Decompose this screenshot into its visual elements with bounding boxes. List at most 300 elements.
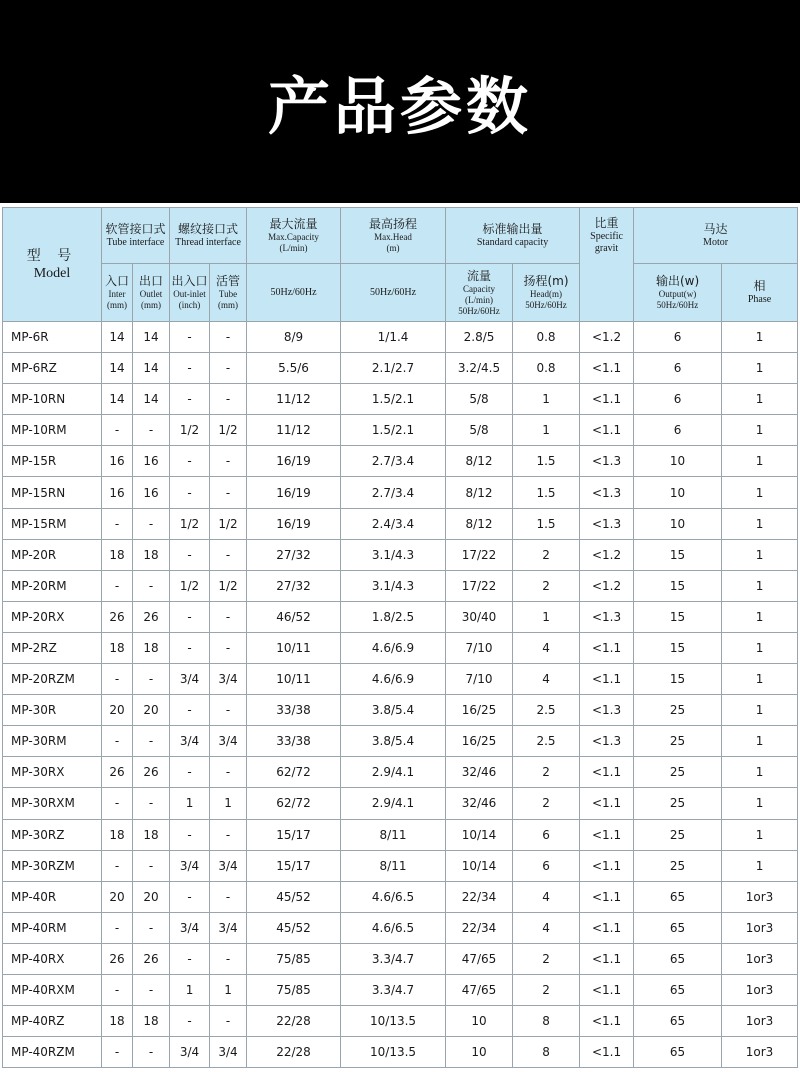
- table-row: [3, 757, 798, 788]
- header-max-head: 最高扬程 Max.Head (m): [341, 208, 446, 264]
- cell-head: 4: [513, 664, 580, 695]
- cell-head: 0.8: [513, 353, 580, 384]
- header-specific-gravity: 比重 Specific gravit: [580, 208, 634, 322]
- cell-model: MP-10RN: [3, 384, 102, 415]
- cell-max-head: 4.6/6.9: [341, 632, 446, 663]
- cell-output: 10: [634, 508, 722, 539]
- cell-outlet: 26: [133, 943, 170, 974]
- cell-flow: 32/46: [446, 757, 513, 788]
- spec-table-container: [0, 203, 800, 1072]
- cell-specific-gravity: <1.1: [580, 819, 634, 850]
- table-row: [3, 539, 798, 570]
- cell-max-head: 3.1/4.3: [341, 570, 446, 601]
- header-phase: 相 Phase: [722, 264, 798, 322]
- cell-tube: -: [210, 477, 247, 508]
- cell-max-capacity: 22/28: [247, 1037, 341, 1068]
- table-row: [3, 664, 798, 695]
- cell-tube: 1/2: [210, 570, 247, 601]
- cell-phase: 1or3: [722, 974, 798, 1005]
- cell-phase: 1: [722, 322, 798, 353]
- cell-outlet: 18: [133, 819, 170, 850]
- cell-outlet: 20: [133, 881, 170, 912]
- cell-max-capacity: 10/11: [247, 632, 341, 663]
- cell-model: MP-20RZM: [3, 664, 102, 695]
- cell-outlet: 16: [133, 477, 170, 508]
- cell-max-head: 2.7/3.4: [341, 477, 446, 508]
- cell-output: 10: [634, 477, 722, 508]
- cell-phase: 1: [722, 726, 798, 757]
- cell-max-capacity: 15/17: [247, 819, 341, 850]
- table-row: [3, 353, 798, 384]
- cell-inlet: -: [102, 508, 133, 539]
- cell-output: 15: [634, 539, 722, 570]
- cell-max-head: 2.4/3.4: [341, 508, 446, 539]
- cell-max-capacity: 5.5/6: [247, 353, 341, 384]
- cell-head: 8: [513, 1006, 580, 1037]
- cell-head: 2.5: [513, 726, 580, 757]
- table-row: [3, 912, 798, 943]
- cell-out-inlet: -: [170, 446, 210, 477]
- cell-max-capacity: 46/52: [247, 601, 341, 632]
- cell-specific-gravity: <1.3: [580, 601, 634, 632]
- cell-outlet: 20: [133, 695, 170, 726]
- cell-head: 6: [513, 850, 580, 881]
- cell-max-head: 1/1.4: [341, 322, 446, 353]
- cell-out-inlet: -: [170, 819, 210, 850]
- header-flow: 流量 Capacity (L/min) 50Hz/60Hz: [446, 264, 513, 322]
- cell-out-inlet: 1: [170, 788, 210, 819]
- cell-phase: 1: [722, 850, 798, 881]
- cell-flow: 7/10: [446, 664, 513, 695]
- cell-inlet: 16: [102, 477, 133, 508]
- cell-head: 8: [513, 1037, 580, 1068]
- cell-max-capacity: 15/17: [247, 850, 341, 881]
- cell-tube: 3/4: [210, 726, 247, 757]
- cell-inlet: 26: [102, 943, 133, 974]
- header-head-hz: 50Hz/60Hz: [341, 264, 446, 322]
- cell-specific-gravity: <1.1: [580, 1037, 634, 1068]
- cell-flow: 47/65: [446, 974, 513, 1005]
- cell-max-capacity: 62/72: [247, 788, 341, 819]
- cell-inlet: -: [102, 664, 133, 695]
- cell-model: MP-6R: [3, 322, 102, 353]
- cell-out-inlet: -: [170, 1006, 210, 1037]
- cell-specific-gravity: <1.1: [580, 1006, 634, 1037]
- cell-outlet: 18: [133, 539, 170, 570]
- cell-head: 2: [513, 788, 580, 819]
- cell-max-head: 3.3/4.7: [341, 974, 446, 1005]
- header-out-inlet: 出入口 Out-inlet (inch): [170, 264, 210, 322]
- cell-tube: 1: [210, 974, 247, 1005]
- cell-flow: 8/12: [446, 446, 513, 477]
- cell-output: 25: [634, 726, 722, 757]
- cell-model: MP-30RX: [3, 757, 102, 788]
- cell-out-inlet: 3/4: [170, 664, 210, 695]
- cell-inlet: -: [102, 850, 133, 881]
- cell-specific-gravity: <1.2: [580, 322, 634, 353]
- cell-inlet: 14: [102, 322, 133, 353]
- cell-phase: 1: [722, 570, 798, 601]
- cell-model: MP-30RZ: [3, 819, 102, 850]
- table-row: [3, 322, 798, 353]
- cell-phase: 1: [722, 601, 798, 632]
- table-row: [3, 726, 798, 757]
- cell-outlet: 18: [133, 632, 170, 663]
- table-row: [3, 384, 798, 415]
- cell-flow: 3.2/4.5: [446, 353, 513, 384]
- cell-model: MP-6RZ: [3, 353, 102, 384]
- cell-tube: 3/4: [210, 850, 247, 881]
- cell-specific-gravity: <1.1: [580, 974, 634, 1005]
- cell-max-capacity: 10/11: [247, 664, 341, 695]
- header-head: 扬程(m) Head(m) 50Hz/60Hz: [513, 264, 580, 322]
- cell-tube: -: [210, 943, 247, 974]
- cell-phase: 1or3: [722, 1006, 798, 1037]
- cell-tube: -: [210, 819, 247, 850]
- cell-outlet: 16: [133, 446, 170, 477]
- header-inlet: 入口 Inter (mm): [102, 264, 133, 322]
- header-max-capacity: 最大流量 Max.Capacity (L/min): [247, 208, 341, 264]
- cell-model: MP-15R: [3, 446, 102, 477]
- header-thread-interface: 螺纹接口式 Thread interface: [170, 208, 247, 264]
- cell-phase: 1or3: [722, 881, 798, 912]
- cell-max-capacity: 33/38: [247, 726, 341, 757]
- cell-outlet: -: [133, 788, 170, 819]
- cell-output: 25: [634, 788, 722, 819]
- table-row: [3, 1006, 798, 1037]
- cell-specific-gravity: <1.1: [580, 788, 634, 819]
- table-row: [3, 1037, 798, 1068]
- cell-output: 65: [634, 974, 722, 1005]
- cell-output: 65: [634, 1006, 722, 1037]
- cell-max-capacity: 8/9: [247, 322, 341, 353]
- cell-output: 25: [634, 695, 722, 726]
- cell-model: MP-30R: [3, 695, 102, 726]
- cell-output: 65: [634, 881, 722, 912]
- cell-outlet: 14: [133, 384, 170, 415]
- header-capacity-hz: 50Hz/60Hz: [247, 264, 341, 322]
- cell-specific-gravity: <1.1: [580, 881, 634, 912]
- cell-out-inlet: -: [170, 353, 210, 384]
- cell-out-inlet: 1/2: [170, 415, 210, 446]
- cell-phase: 1: [722, 446, 798, 477]
- cell-max-head: 3.8/5.4: [341, 695, 446, 726]
- table-row: [3, 881, 798, 912]
- cell-max-capacity: 45/52: [247, 881, 341, 912]
- cell-inlet: 20: [102, 695, 133, 726]
- cell-out-inlet: 1: [170, 974, 210, 1005]
- cell-output: 15: [634, 632, 722, 663]
- cell-flow: 8/12: [446, 508, 513, 539]
- cell-inlet: -: [102, 415, 133, 446]
- cell-specific-gravity: <1.3: [580, 726, 634, 757]
- cell-model: MP-40RZM: [3, 1037, 102, 1068]
- cell-max-capacity: 75/85: [247, 943, 341, 974]
- cell-phase: 1: [722, 695, 798, 726]
- cell-outlet: -: [133, 508, 170, 539]
- cell-flow: 2.8/5: [446, 322, 513, 353]
- cell-flow: 47/65: [446, 943, 513, 974]
- cell-model: MP-30RM: [3, 726, 102, 757]
- cell-phase: 1or3: [722, 1037, 798, 1068]
- cell-phase: 1: [722, 508, 798, 539]
- cell-inlet: 26: [102, 601, 133, 632]
- cell-flow: 32/46: [446, 788, 513, 819]
- cell-outlet: -: [133, 1037, 170, 1068]
- cell-max-head: 8/11: [341, 850, 446, 881]
- cell-flow: 22/34: [446, 881, 513, 912]
- cell-max-capacity: 27/32: [247, 570, 341, 601]
- cell-flow: 16/25: [446, 726, 513, 757]
- cell-out-inlet: -: [170, 757, 210, 788]
- cell-model: MP-20R: [3, 539, 102, 570]
- cell-outlet: -: [133, 570, 170, 601]
- header-model: 型 号 Model: [3, 208, 102, 322]
- cell-head: 1.5: [513, 446, 580, 477]
- cell-head: 2.5: [513, 695, 580, 726]
- cell-outlet: 26: [133, 757, 170, 788]
- cell-max-head: 4.6/6.9: [341, 664, 446, 695]
- cell-phase: 1: [722, 819, 798, 850]
- cell-head: 4: [513, 912, 580, 943]
- cell-out-inlet: -: [170, 539, 210, 570]
- cell-flow: 5/8: [446, 384, 513, 415]
- cell-max-head: 1.8/2.5: [341, 601, 446, 632]
- cell-specific-gravity: <1.1: [580, 912, 634, 943]
- cell-phase: 1: [722, 632, 798, 663]
- cell-inlet: -: [102, 570, 133, 601]
- cell-max-capacity: 11/12: [247, 415, 341, 446]
- cell-outlet: -: [133, 974, 170, 1005]
- cell-specific-gravity: <1.1: [580, 757, 634, 788]
- cell-max-head: 3.8/5.4: [341, 726, 446, 757]
- cell-head: 6: [513, 819, 580, 850]
- cell-specific-gravity: <1.1: [580, 632, 634, 663]
- cell-output: 25: [634, 819, 722, 850]
- cell-out-inlet: 1/2: [170, 508, 210, 539]
- cell-output: 6: [634, 384, 722, 415]
- header-tube: 活管 Tube (mm): [210, 264, 247, 322]
- page-title: 产品参数: [267, 70, 532, 143]
- table-body: [3, 322, 798, 1068]
- header-output: 输出(w) Output(w) 50Hz/60Hz: [634, 264, 722, 322]
- cell-max-capacity: 75/85: [247, 974, 341, 1005]
- cell-output: 25: [634, 757, 722, 788]
- cell-flow: 10/14: [446, 850, 513, 881]
- cell-output: 25: [634, 850, 722, 881]
- cell-flow: 17/22: [446, 570, 513, 601]
- cell-model: MP-2RZ: [3, 632, 102, 663]
- table-row: [3, 570, 798, 601]
- cell-tube: 1/2: [210, 415, 247, 446]
- cell-max-capacity: 11/12: [247, 384, 341, 415]
- cell-out-inlet: 3/4: [170, 912, 210, 943]
- table-row: [3, 788, 798, 819]
- cell-out-inlet: -: [170, 881, 210, 912]
- cell-model: MP-15RM: [3, 508, 102, 539]
- cell-head: 1: [513, 601, 580, 632]
- cell-flow: 30/40: [446, 601, 513, 632]
- cell-flow: 22/34: [446, 912, 513, 943]
- cell-flow: 10/14: [446, 819, 513, 850]
- table-row: [3, 974, 798, 1005]
- table-row: [3, 446, 798, 477]
- cell-head: 2: [513, 570, 580, 601]
- table-row: [3, 415, 798, 446]
- cell-output: 10: [634, 446, 722, 477]
- title-banner: [0, 0, 800, 203]
- cell-phase: 1or3: [722, 912, 798, 943]
- cell-flow: 8/12: [446, 477, 513, 508]
- cell-tube: 3/4: [210, 1037, 247, 1068]
- table-row: [3, 850, 798, 881]
- table-row: [3, 819, 798, 850]
- cell-model: MP-15RN: [3, 477, 102, 508]
- cell-output: 6: [634, 415, 722, 446]
- cell-head: 1: [513, 415, 580, 446]
- cell-outlet: -: [133, 850, 170, 881]
- cell-model: MP-40RX: [3, 943, 102, 974]
- cell-inlet: 18: [102, 819, 133, 850]
- cell-tube: 3/4: [210, 664, 247, 695]
- cell-specific-gravity: <1.1: [580, 664, 634, 695]
- cell-phase: 1: [722, 664, 798, 695]
- cell-tube: 3/4: [210, 912, 247, 943]
- cell-inlet: 20: [102, 881, 133, 912]
- cell-specific-gravity: <1.1: [580, 353, 634, 384]
- cell-specific-gravity: <1.2: [580, 570, 634, 601]
- cell-output: 6: [634, 322, 722, 353]
- cell-max-head: 2.7/3.4: [341, 446, 446, 477]
- cell-output: 65: [634, 1037, 722, 1068]
- cell-max-head: 4.6/6.5: [341, 912, 446, 943]
- cell-max-head: 2.9/4.1: [341, 757, 446, 788]
- cell-max-capacity: 22/28: [247, 1006, 341, 1037]
- cell-model: MP-20RM: [3, 570, 102, 601]
- cell-head: 2: [513, 974, 580, 1005]
- cell-max-capacity: 16/19: [247, 446, 341, 477]
- cell-head: 4: [513, 881, 580, 912]
- cell-head: 1: [513, 384, 580, 415]
- cell-outlet: 18: [133, 1006, 170, 1037]
- cell-output: 15: [634, 664, 722, 695]
- cell-outlet: -: [133, 415, 170, 446]
- cell-flow: 10: [446, 1037, 513, 1068]
- cell-out-inlet: -: [170, 384, 210, 415]
- cell-head: 4: [513, 632, 580, 663]
- cell-phase: 1: [722, 353, 798, 384]
- table-header: [3, 208, 798, 322]
- cell-flow: 10: [446, 1006, 513, 1037]
- header-tube-interface: 软管接口式 Tube interface: [102, 208, 170, 264]
- cell-outlet: -: [133, 912, 170, 943]
- header-outlet: 出口 Outlet (mm): [133, 264, 170, 322]
- header-motor: 马达 Motor: [634, 208, 798, 264]
- cell-inlet: 18: [102, 632, 133, 663]
- cell-out-inlet: 3/4: [170, 850, 210, 881]
- cell-inlet: 14: [102, 353, 133, 384]
- cell-out-inlet: -: [170, 695, 210, 726]
- cell-max-capacity: 45/52: [247, 912, 341, 943]
- cell-specific-gravity: <1.3: [580, 695, 634, 726]
- cell-phase: 1: [722, 477, 798, 508]
- cell-outlet: 14: [133, 353, 170, 384]
- cell-max-head: 1.5/2.1: [341, 415, 446, 446]
- cell-flow: 16/25: [446, 695, 513, 726]
- cell-flow: 5/8: [446, 415, 513, 446]
- cell-output: 6: [634, 353, 722, 384]
- cell-inlet: 18: [102, 539, 133, 570]
- cell-specific-gravity: <1.3: [580, 508, 634, 539]
- cell-out-inlet: 3/4: [170, 726, 210, 757]
- cell-model: MP-30RZM: [3, 850, 102, 881]
- cell-specific-gravity: <1.1: [580, 850, 634, 881]
- cell-output: 65: [634, 943, 722, 974]
- cell-model: MP-10RM: [3, 415, 102, 446]
- cell-tube: -: [210, 757, 247, 788]
- cell-max-head: 3.1/4.3: [341, 539, 446, 570]
- cell-model: MP-40RXM: [3, 974, 102, 1005]
- cell-max-head: 3.3/4.7: [341, 943, 446, 974]
- cell-phase: 1: [722, 757, 798, 788]
- cell-flow: 7/10: [446, 632, 513, 663]
- cell-specific-gravity: <1.3: [580, 477, 634, 508]
- cell-inlet: -: [102, 1037, 133, 1068]
- cell-phase: 1: [722, 384, 798, 415]
- cell-tube: -: [210, 446, 247, 477]
- cell-tube: 1/2: [210, 508, 247, 539]
- table-row: [3, 632, 798, 663]
- cell-max-head: 10/13.5: [341, 1037, 446, 1068]
- cell-outlet: 26: [133, 601, 170, 632]
- cell-inlet: -: [102, 912, 133, 943]
- cell-max-capacity: 27/32: [247, 539, 341, 570]
- cell-tube: -: [210, 601, 247, 632]
- cell-max-capacity: 33/38: [247, 695, 341, 726]
- cell-tube: 1: [210, 788, 247, 819]
- cell-max-head: 8/11: [341, 819, 446, 850]
- cell-max-head: 10/13.5: [341, 1006, 446, 1037]
- table-row: [3, 695, 798, 726]
- cell-max-capacity: 62/72: [247, 757, 341, 788]
- cell-head: 2: [513, 539, 580, 570]
- cell-head: 0.8: [513, 322, 580, 353]
- spec-table: [2, 207, 798, 1068]
- cell-inlet: 14: [102, 384, 133, 415]
- cell-max-head: 4.6/6.5: [341, 881, 446, 912]
- cell-out-inlet: -: [170, 943, 210, 974]
- cell-tube: -: [210, 695, 247, 726]
- cell-out-inlet: -: [170, 477, 210, 508]
- cell-tube: -: [210, 539, 247, 570]
- cell-max-capacity: 16/19: [247, 508, 341, 539]
- table-row: [3, 508, 798, 539]
- cell-phase: 1: [722, 788, 798, 819]
- cell-model: MP-40RZ: [3, 1006, 102, 1037]
- cell-model: MP-40R: [3, 881, 102, 912]
- cell-model: MP-20RX: [3, 601, 102, 632]
- cell-inlet: 26: [102, 757, 133, 788]
- cell-phase: 1or3: [722, 943, 798, 974]
- header-standard-capacity: 标准输出量 Standard capacity: [446, 208, 580, 264]
- cell-specific-gravity: <1.1: [580, 415, 634, 446]
- cell-out-inlet: 3/4: [170, 1037, 210, 1068]
- cell-max-head: 1.5/2.1: [341, 384, 446, 415]
- cell-output: 15: [634, 601, 722, 632]
- cell-specific-gravity: <1.3: [580, 446, 634, 477]
- cell-max-head: 2.9/4.1: [341, 788, 446, 819]
- cell-head: 1.5: [513, 508, 580, 539]
